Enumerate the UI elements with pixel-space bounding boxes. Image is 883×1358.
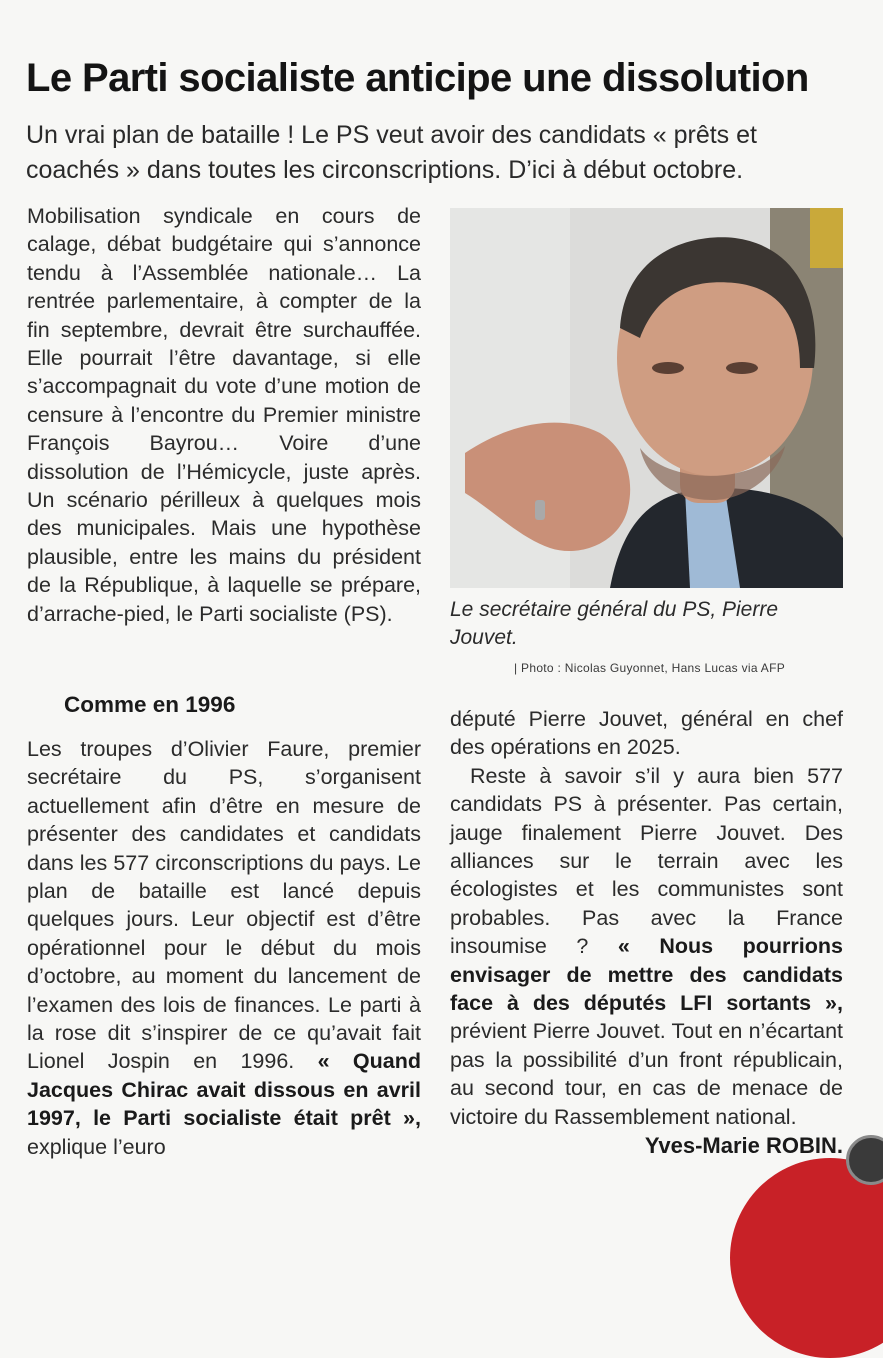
portrait-illustration [450,208,843,588]
article-headline: Le Parti socialiste anticipe une dissolution [26,56,809,100]
section2-column [450,705,843,1131]
section1-text: Les troupes d’Olivier Faure, premier secrétaire du PS, s’organisent actuellement afin d’être en mesure de présenter des candidates et candidats dans les 577 circonscriptions du pays. Le plan de bataille est lancé depuis quelques jours. Leur objectif est d’être opérationnel pour le début du mois d’octobre, au moment du lancement de l’examen des lois de finances. Le parti à la rose dit s’inspirer de ce qu’avait fait Lionel Jospin en 1996. [27,737,421,1074]
intro-paragraph: Mobilisation syndicale en cours de calage, débat budgétaire qui s’annonce tendu à l’Assemblée nationale… La rentrée parlementaire, à compter de la fin septembre, devrait être surchauffée. Elle pourrait l’être davantage, si elle s’accompagnait du vote d’une motion de censure à l’encontre du Premier ministre François Bayrou… Voire d’une dissolution de l’Hémicycle, juste après. Un scénario périlleux à quelques mois des municipales. Mais une hypothèse plausible, entre les mains du président de la République, à laquelle se prépare, d’arrache-pied, le Parti socialiste (PS). [27,204,421,626]
section2-quote: « Nous pourrions envisager de mettre des candidats face à des députés LFI sortants », [450,934,843,1016]
section1-paragraph [27,735,421,1161]
section-subhead: Comme en 1996 [64,692,236,717]
section2-text: Reste à savoir s’il y aura bien 577 candidats PS à présenter. Pas certain, jauge finalement Pierre Jouvet. Des alliances sur le terrain avec les écologistes et les communistes sont probables. Pas avec la France insoumise ? [450,763,843,959]
intro-column [27,202,421,628]
section1-after: explique l’euro [27,1134,166,1159]
section1-quote: « Quand Jacques Chirac avait dissous en avril 1997, le Parti socialiste était prêt », [27,1049,421,1131]
corner-decoration [730,1158,883,1358]
article-standfirst: Un vrai plan de bataille ! Le PS veut avoir des candidats « prêts et coachés » dans toutes les circonscriptions. D’ici à début octobre. [26,121,757,184]
author-signature: Yves-Marie ROBIN. [644,1133,843,1158]
section1-continuation: député Pierre Jouvet, général en chef des opérations en 2025. [450,707,843,760]
section1-column [27,735,421,1161]
section2-after: prévient Pierre Jouvet. Tout en n’écartant pas la possibilité d’un front républicain, au second tour, en cas de menace de victoire du Rassemblement national. [450,1019,843,1129]
photo-caption: Le secrétaire général du PS, Pierre Jouvet. [450,598,779,649]
photo-credit: | Photo : Nicolas Guyonnet, Hans Lucas via AFP [514,661,786,675]
article-photo[interactable] [450,208,843,588]
section2-paragraph [450,762,843,1131]
